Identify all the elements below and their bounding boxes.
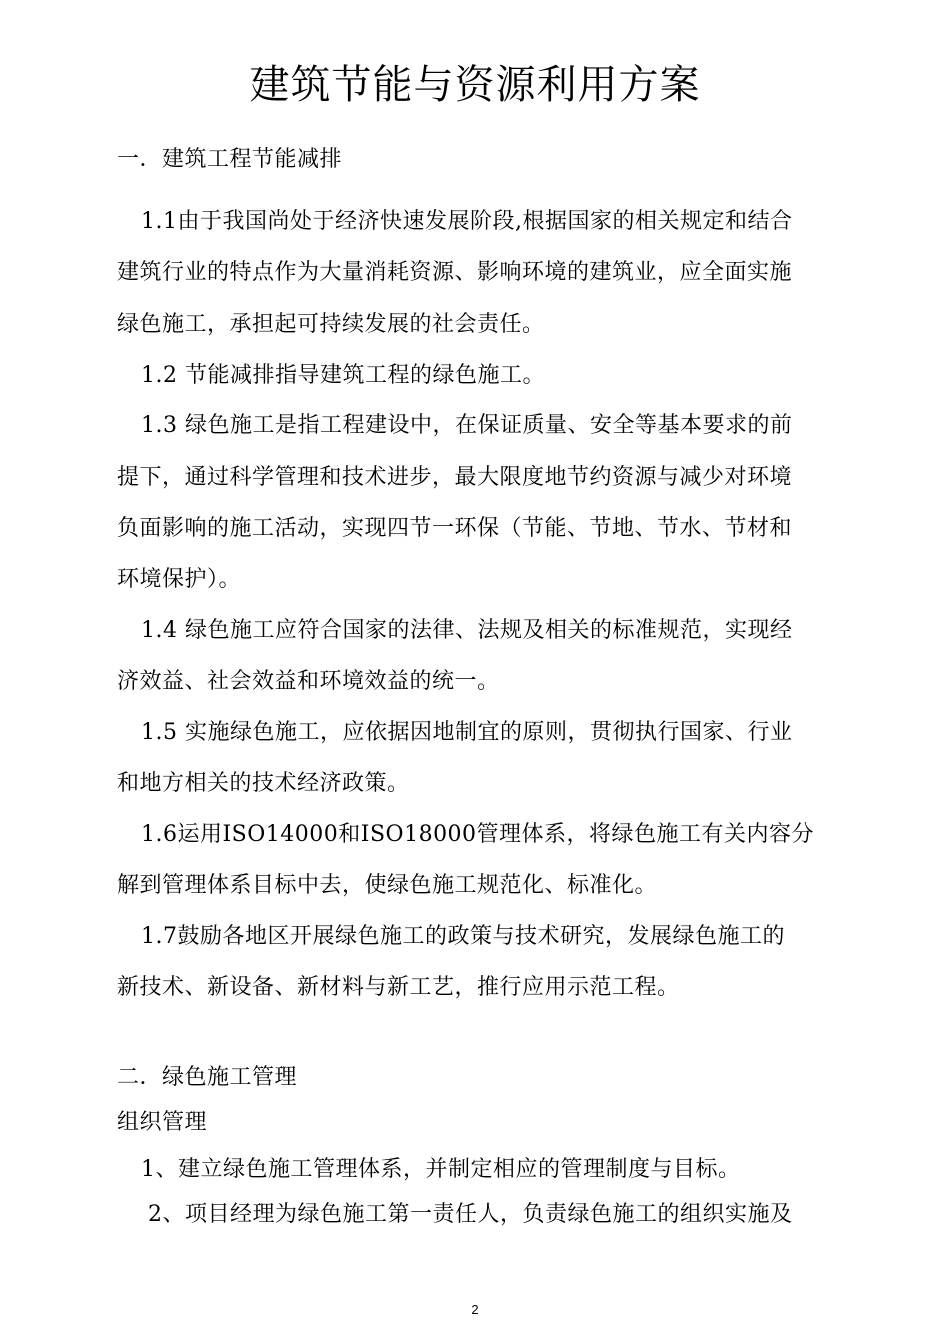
subsection-heading: 组织管理 bbox=[117, 1110, 208, 1135]
page-number: 2 bbox=[471, 1302, 479, 1317]
paragraph-line: 负面影响的施工活动，实现四节一环保（节能、节地、节水、节材和 bbox=[117, 516, 793, 541]
paragraph-line: 2、项目经理为绿色施工第一责任人，负责绿色施工的组织实施及 bbox=[148, 1202, 793, 1227]
paragraph-line: 1.1由于我国尚处于经济快速发展阶段,根据国家的相关规定和结合 bbox=[141, 209, 793, 234]
paragraph-line: 1、建立绿色施工管理体系，并制定相应的管理制度与目标。 bbox=[141, 1157, 741, 1182]
paragraph-line: 绿色施工，承担起可持续发展的社会责任。 bbox=[117, 312, 545, 337]
paragraph-line: 1.3 绿色施工是指工程建设中，在保证质量、安全等基本要求的前 bbox=[141, 413, 793, 438]
paragraph-line: 提下，通过科学管理和技术进步，最大限度地节约资源与减少对环境 bbox=[117, 465, 793, 490]
paragraph-line: 济效益、社会效益和环境效益的统一。 bbox=[117, 669, 500, 694]
paragraph-line: 1.5 实施绿色施工，应依据因地制宜的原则，贯彻执行国家、行业 bbox=[141, 720, 793, 745]
paragraph-line: 建筑行业的特点作为大量消耗资源、影响环境的建筑业，应全面实施 bbox=[117, 260, 793, 285]
paragraph-line: 1.7鼓励各地区开展绿色施工的政策与技术研究，发展绿色施工的 bbox=[141, 924, 785, 949]
paragraph-line: 1.2 节能减排指导建筑工程的绿色施工。 bbox=[141, 363, 545, 388]
paragraph-line: 环境保护）。 bbox=[117, 567, 242, 592]
section-heading-2: 二．绿色施工管理 bbox=[117, 1065, 298, 1090]
paragraph-line: 1.6运用ISO14000和ISO18000管理体系，将绿色施工有关内容分 bbox=[141, 822, 815, 847]
document-title: 建筑节能与资源利用方案 bbox=[249, 62, 701, 108]
paragraph-line: 1.4 绿色施工应符合国家的法律、法规及相关的标准规范，实现经 bbox=[141, 618, 793, 643]
paragraph-line: 解到管理体系目标中去，使绿色施工规范化、标准化。 bbox=[117, 873, 658, 898]
paragraph-line: 新技术、新设备、新材料与新工艺，推行应用示范工程。 bbox=[117, 975, 680, 1000]
paragraph-line: 和地方相关的技术经济政策。 bbox=[117, 771, 410, 796]
section-heading-1: 一．建筑工程节能减排 bbox=[117, 147, 343, 172]
